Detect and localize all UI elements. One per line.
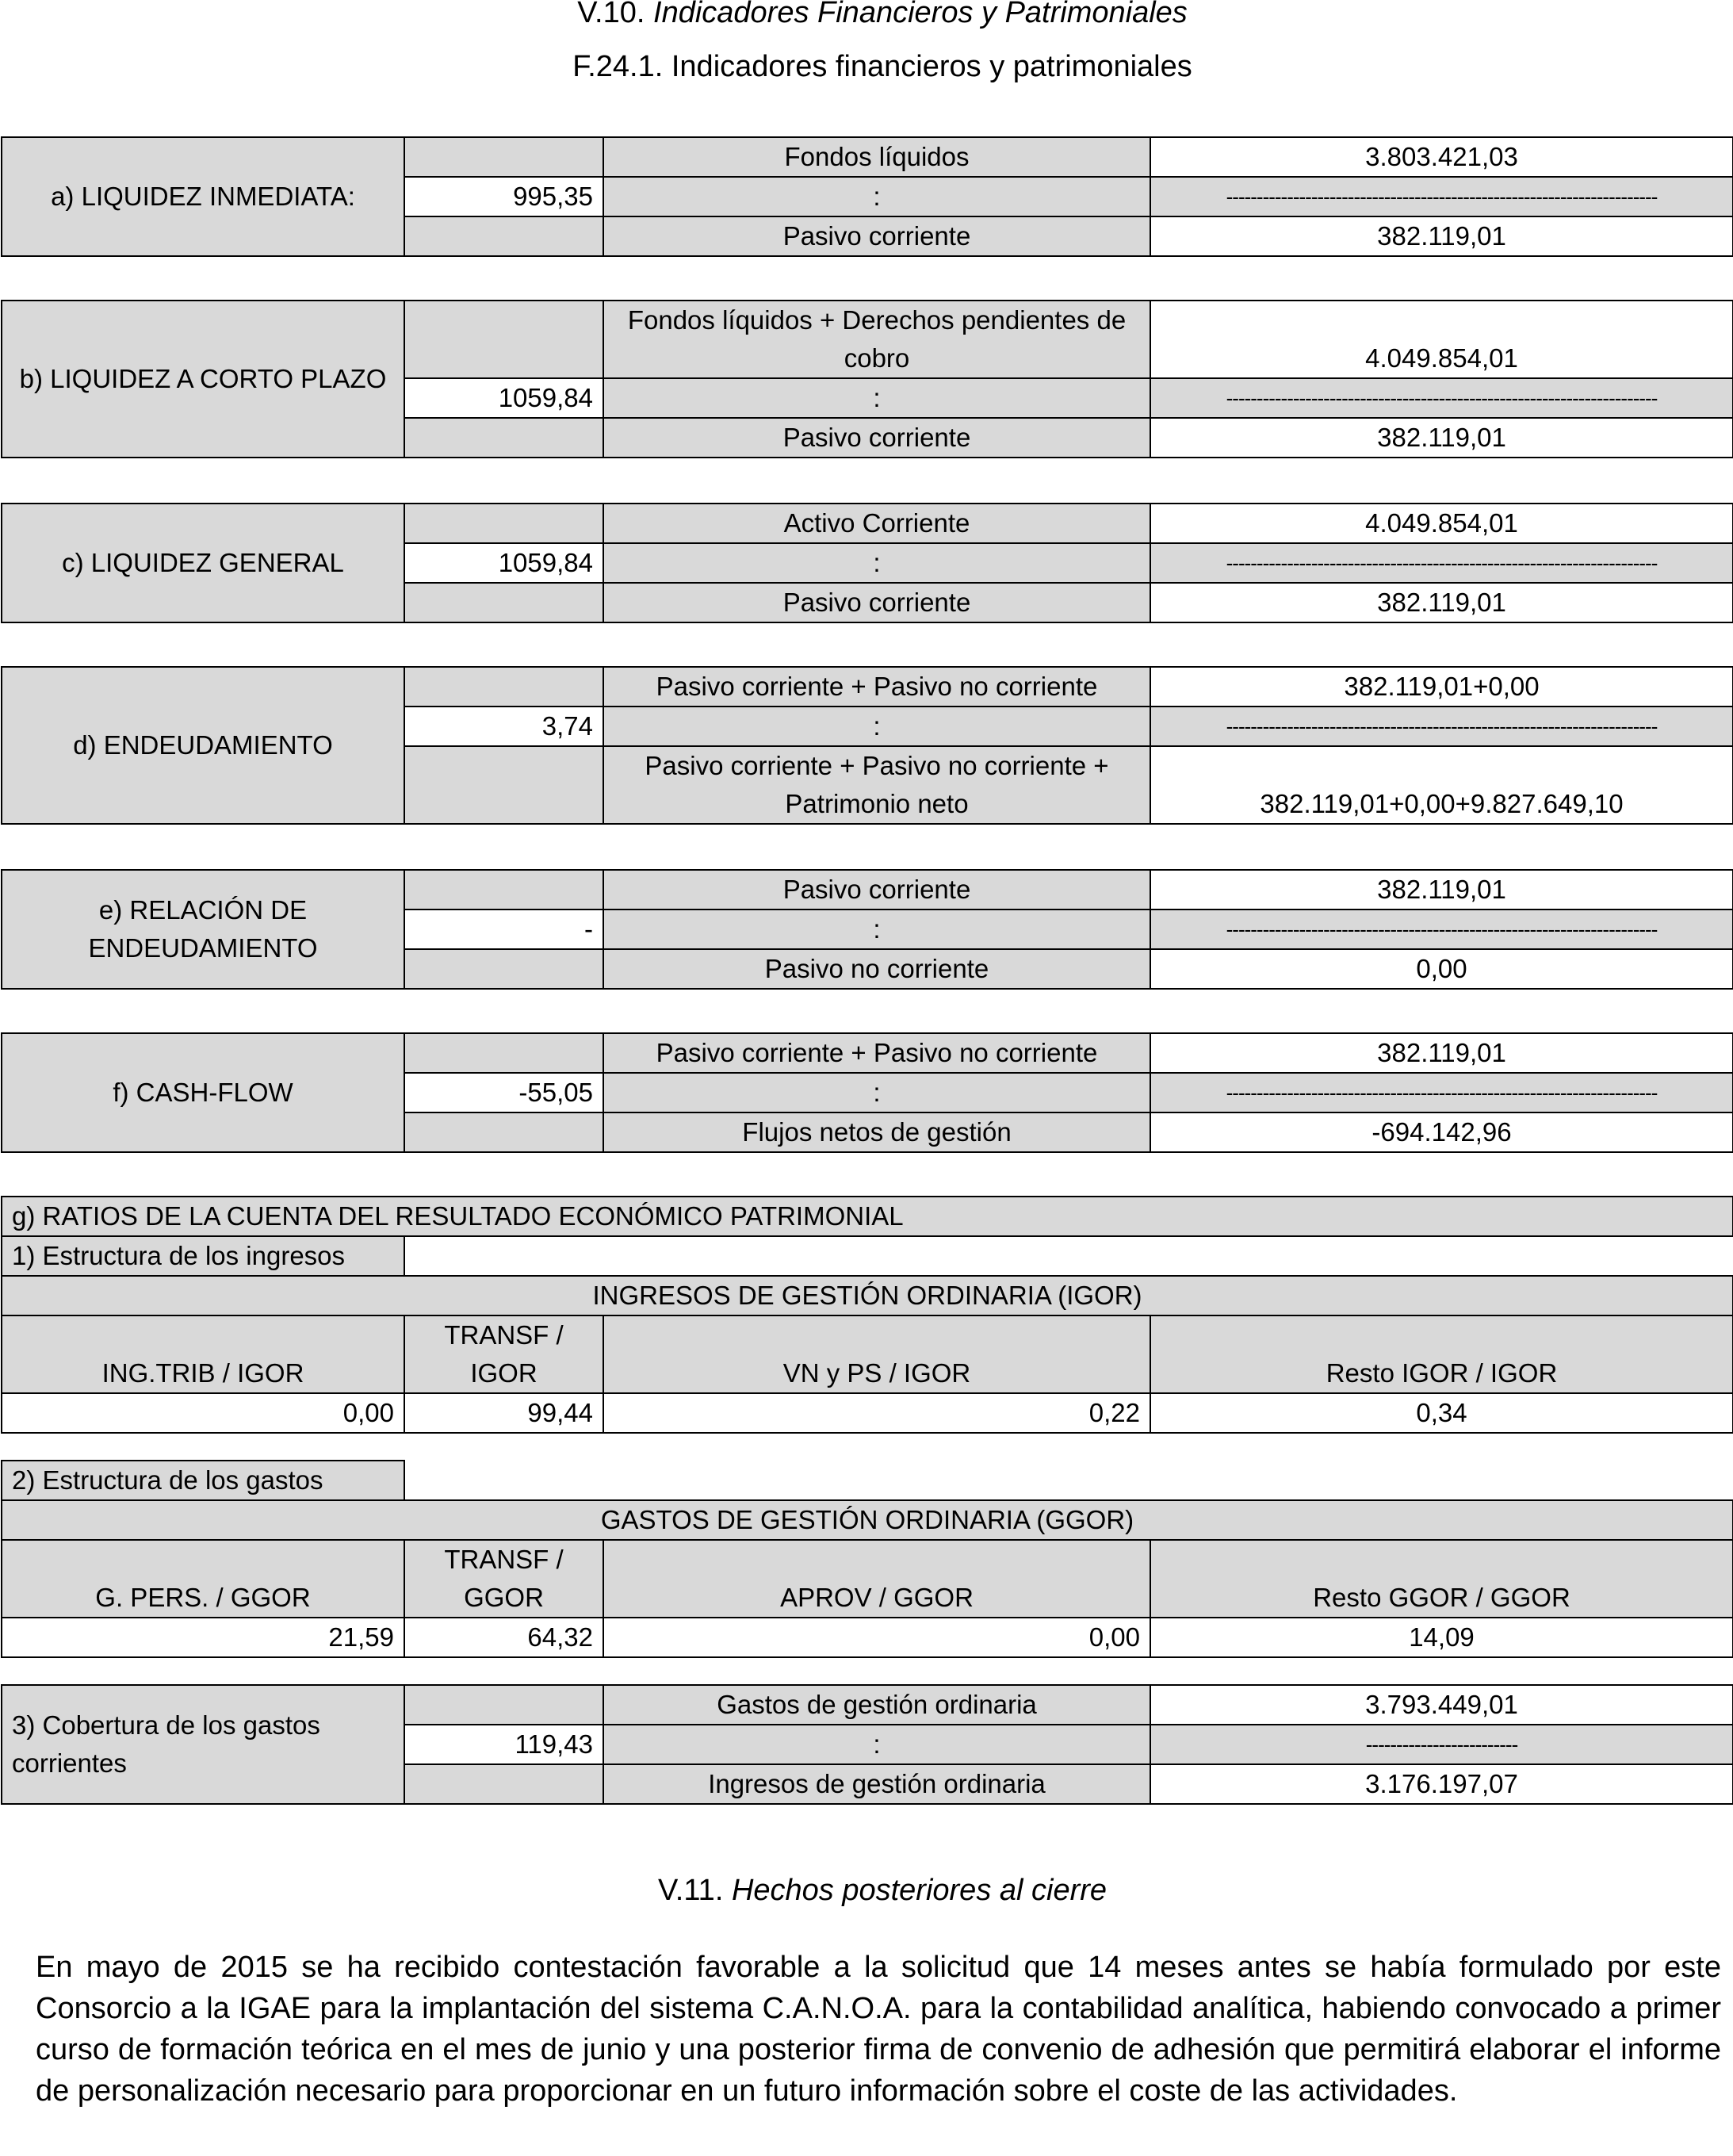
block-relacion-endeudamiento bbox=[1, 869, 1733, 990]
ratio-value: -55,05 bbox=[404, 1073, 603, 1112]
dash-line: ----------------------------------------------------------------------- bbox=[1150, 1073, 1733, 1112]
empty-cell bbox=[404, 301, 603, 378]
ratios-gastos-table bbox=[1, 1460, 1733, 1658]
block-label: d) ENDEUDAMIENTO bbox=[2, 667, 404, 824]
numerator-label: Pasivo corriente bbox=[603, 870, 1150, 910]
gastos-header-0: G. PERS. / GGOR bbox=[2, 1540, 404, 1618]
numerator-label: Fondos líquidos bbox=[603, 137, 1150, 177]
body-paragraph: En mayo de 2015 se ha recibido contestación favorable a la solicitud que 14 meses antes se había formulado por este Consorcio a la IGAE para la implantación del sistema C.A.N.O.A. para la contabilidad analítica, habiendo convocado a primer curso de formación teórica en el mes de junio y una posterior firma de convenio de adhesión que permitirá elaborar el informe de personalización necesario para proporcionar en un futuro información sobre el coste de las actividades. bbox=[36, 1951, 1721, 2108]
denominator-label: Pasivo corriente bbox=[603, 418, 1150, 458]
numerator-label: Pasivo corriente + Pasivo no corriente bbox=[603, 1033, 1150, 1073]
ingresos-group-header: INGRESOS DE GESTIÓN ORDINARIA (IGOR) bbox=[2, 1276, 1733, 1315]
dash-line: ----------------------------------------------------------------------- bbox=[1150, 910, 1733, 949]
dash-line: ------------------------- bbox=[1150, 1725, 1733, 1764]
empty-cell bbox=[404, 583, 603, 622]
numerator-value: 382.119,01 bbox=[1150, 870, 1733, 910]
section-v10-title: Indicadores Financieros y Patrimoniales bbox=[653, 0, 1188, 29]
denominator-value: 0,00 bbox=[1150, 949, 1733, 989]
ingresos-subtitle: 1) Estructura de los ingresos bbox=[2, 1236, 404, 1276]
block-liquidez-corto-plazo bbox=[1, 300, 1733, 458]
empty-cell bbox=[404, 216, 603, 256]
gastos-value-1: 64,32 bbox=[404, 1618, 603, 1657]
separator: : bbox=[603, 1073, 1150, 1112]
numerator-value: 4.049.854,01 bbox=[1150, 504, 1733, 543]
numerator-label: Activo Corriente bbox=[603, 504, 1150, 543]
empty-cell bbox=[404, 667, 603, 707]
gastos-header-1: TRANSF / GGOR bbox=[404, 1540, 603, 1618]
blank-area bbox=[404, 1236, 1733, 1276]
denominator-value: 382.119,01 bbox=[1150, 583, 1733, 622]
separator: : bbox=[603, 1725, 1150, 1764]
separator: : bbox=[603, 910, 1150, 949]
denominator-label: Flujos netos de gestión bbox=[603, 1112, 1150, 1152]
ratio-value: 3,74 bbox=[404, 707, 603, 746]
figure-title: F.24.1. Indicadores financieros y patrimoniales bbox=[572, 50, 1192, 83]
denominator-label: Pasivo no corriente bbox=[603, 949, 1150, 989]
empty-cell bbox=[404, 504, 603, 543]
empty-cell bbox=[404, 1112, 603, 1152]
section-v10-prefix: V.10. bbox=[577, 0, 645, 29]
numerator-label: Gastos de gestión ordinaria bbox=[603, 1685, 1150, 1725]
denominator-value: 382.119,01 bbox=[1150, 216, 1733, 256]
ratios-title: g) RATIOS DE LA CUENTA DEL RESULTADO ECONÓMICO PATRIMONIAL bbox=[2, 1197, 1733, 1236]
ingresos-header-0: ING.TRIB / IGOR bbox=[2, 1315, 404, 1393]
ingresos-header-1: TRANSF / IGOR bbox=[404, 1315, 603, 1393]
ratio-value: 1059,84 bbox=[404, 378, 603, 418]
empty-cell bbox=[404, 746, 603, 824]
block-cash-flow bbox=[1, 1032, 1733, 1153]
denominator-label: Pasivo corriente bbox=[603, 583, 1150, 622]
section-v11-heading bbox=[0, 1873, 1733, 1908]
ratios-ingresos-table bbox=[1, 1196, 1733, 1434]
empty-cell bbox=[404, 1033, 603, 1073]
dash-line: ----------------------------------------------------------------------- bbox=[1150, 543, 1733, 583]
empty-cell bbox=[404, 137, 603, 177]
ratio-value: 995,35 bbox=[404, 177, 603, 216]
numerator-value: 382.119,01 bbox=[1150, 1033, 1733, 1073]
denominator-label: Pasivo corriente bbox=[603, 216, 1150, 256]
block-label: c) LIQUIDEZ GENERAL bbox=[2, 504, 404, 622]
denominator-value: 3.176.197,07 bbox=[1150, 1764, 1733, 1804]
gastos-group-header: GASTOS DE GESTIÓN ORDINARIA (GGOR) bbox=[2, 1500, 1733, 1540]
numerator-label: Pasivo corriente + Pasivo no corriente bbox=[603, 667, 1150, 707]
numerator-value: 382.119,01+0,00 bbox=[1150, 667, 1733, 707]
empty-cell bbox=[404, 1685, 603, 1725]
numerator-label: Fondos líquidos + Derechos pendientes de cobro bbox=[603, 301, 1150, 378]
block-liquidez-general bbox=[1, 503, 1733, 623]
dash-line: ----------------------------------------------------------------------- bbox=[1150, 177, 1733, 216]
denominator-value: -694.142,96 bbox=[1150, 1112, 1733, 1152]
ratio-value: 119,43 bbox=[404, 1725, 603, 1764]
section-v11-title: Hechos posteriores al cierre bbox=[731, 1874, 1108, 1907]
ratio-value: - bbox=[404, 910, 603, 949]
gastos-subtitle: 2) Estructura de los gastos bbox=[2, 1461, 404, 1500]
empty-cell bbox=[404, 949, 603, 989]
denominator-label: Pasivo corriente + Pasivo no corriente + Patrimonio neto bbox=[603, 746, 1150, 824]
ratio-value: 1059,84 bbox=[404, 543, 603, 583]
separator: : bbox=[603, 707, 1150, 746]
block-label: 3) Cobertura de los gastos corrientes bbox=[2, 1685, 404, 1804]
block-label: b) LIQUIDEZ A CORTO PLAZO bbox=[2, 301, 404, 458]
denominator-value: 382.119,01 bbox=[1150, 418, 1733, 458]
gastos-value-0: 21,59 bbox=[2, 1618, 404, 1657]
ingresos-value-3: 0,34 bbox=[1150, 1393, 1733, 1433]
gastos-header-2: APROV / GGOR bbox=[603, 1540, 1150, 1618]
ingresos-header-3: Resto IGOR / IGOR bbox=[1150, 1315, 1733, 1393]
block-label: e) RELACIÓN DE ENDEUDAMIENTO bbox=[2, 870, 404, 989]
ingresos-value-2: 0,22 bbox=[603, 1393, 1150, 1433]
denominator-value: 382.119,01+0,00+9.827.649,10 bbox=[1150, 746, 1733, 824]
separator: : bbox=[603, 543, 1150, 583]
block-liquidez-inmediata bbox=[1, 136, 1733, 257]
numerator-value: 3.793.449,01 bbox=[1150, 1685, 1733, 1725]
block-label: a) LIQUIDEZ INMEDIATA: bbox=[2, 137, 404, 256]
blank-area bbox=[404, 1461, 1733, 1500]
dash-line: ----------------------------------------------------------------------- bbox=[1150, 707, 1733, 746]
empty-cell bbox=[404, 1764, 603, 1804]
numerator-value: 3.803.421,03 bbox=[1150, 137, 1733, 177]
empty-cell bbox=[404, 870, 603, 910]
ingresos-value-1: 99,44 bbox=[404, 1393, 603, 1433]
ingresos-value-0: 0,00 bbox=[2, 1393, 404, 1433]
gastos-value-2: 0,00 bbox=[603, 1618, 1150, 1657]
separator: : bbox=[603, 177, 1150, 216]
numerator-value: 4.049.854,01 bbox=[1150, 301, 1733, 378]
gastos-header-3: Resto GGOR / GGOR bbox=[1150, 1540, 1733, 1618]
denominator-label: Ingresos de gestión ordinaria bbox=[603, 1764, 1150, 1804]
gastos-value-3: 14,09 bbox=[1150, 1618, 1733, 1657]
section-v10-heading bbox=[0, 0, 1733, 30]
section-v11-prefix: V.11. bbox=[657, 1874, 724, 1907]
separator: : bbox=[603, 378, 1150, 418]
ingresos-header-2: VN y PS / IGOR bbox=[603, 1315, 1150, 1393]
block-cobertura-gastos bbox=[1, 1684, 1733, 1805]
block-label: f) CASH-FLOW bbox=[2, 1033, 404, 1152]
empty-cell bbox=[404, 418, 603, 458]
block-endeudamiento bbox=[1, 666, 1733, 825]
dash-line: ----------------------------------------------------------------------- bbox=[1150, 378, 1733, 418]
